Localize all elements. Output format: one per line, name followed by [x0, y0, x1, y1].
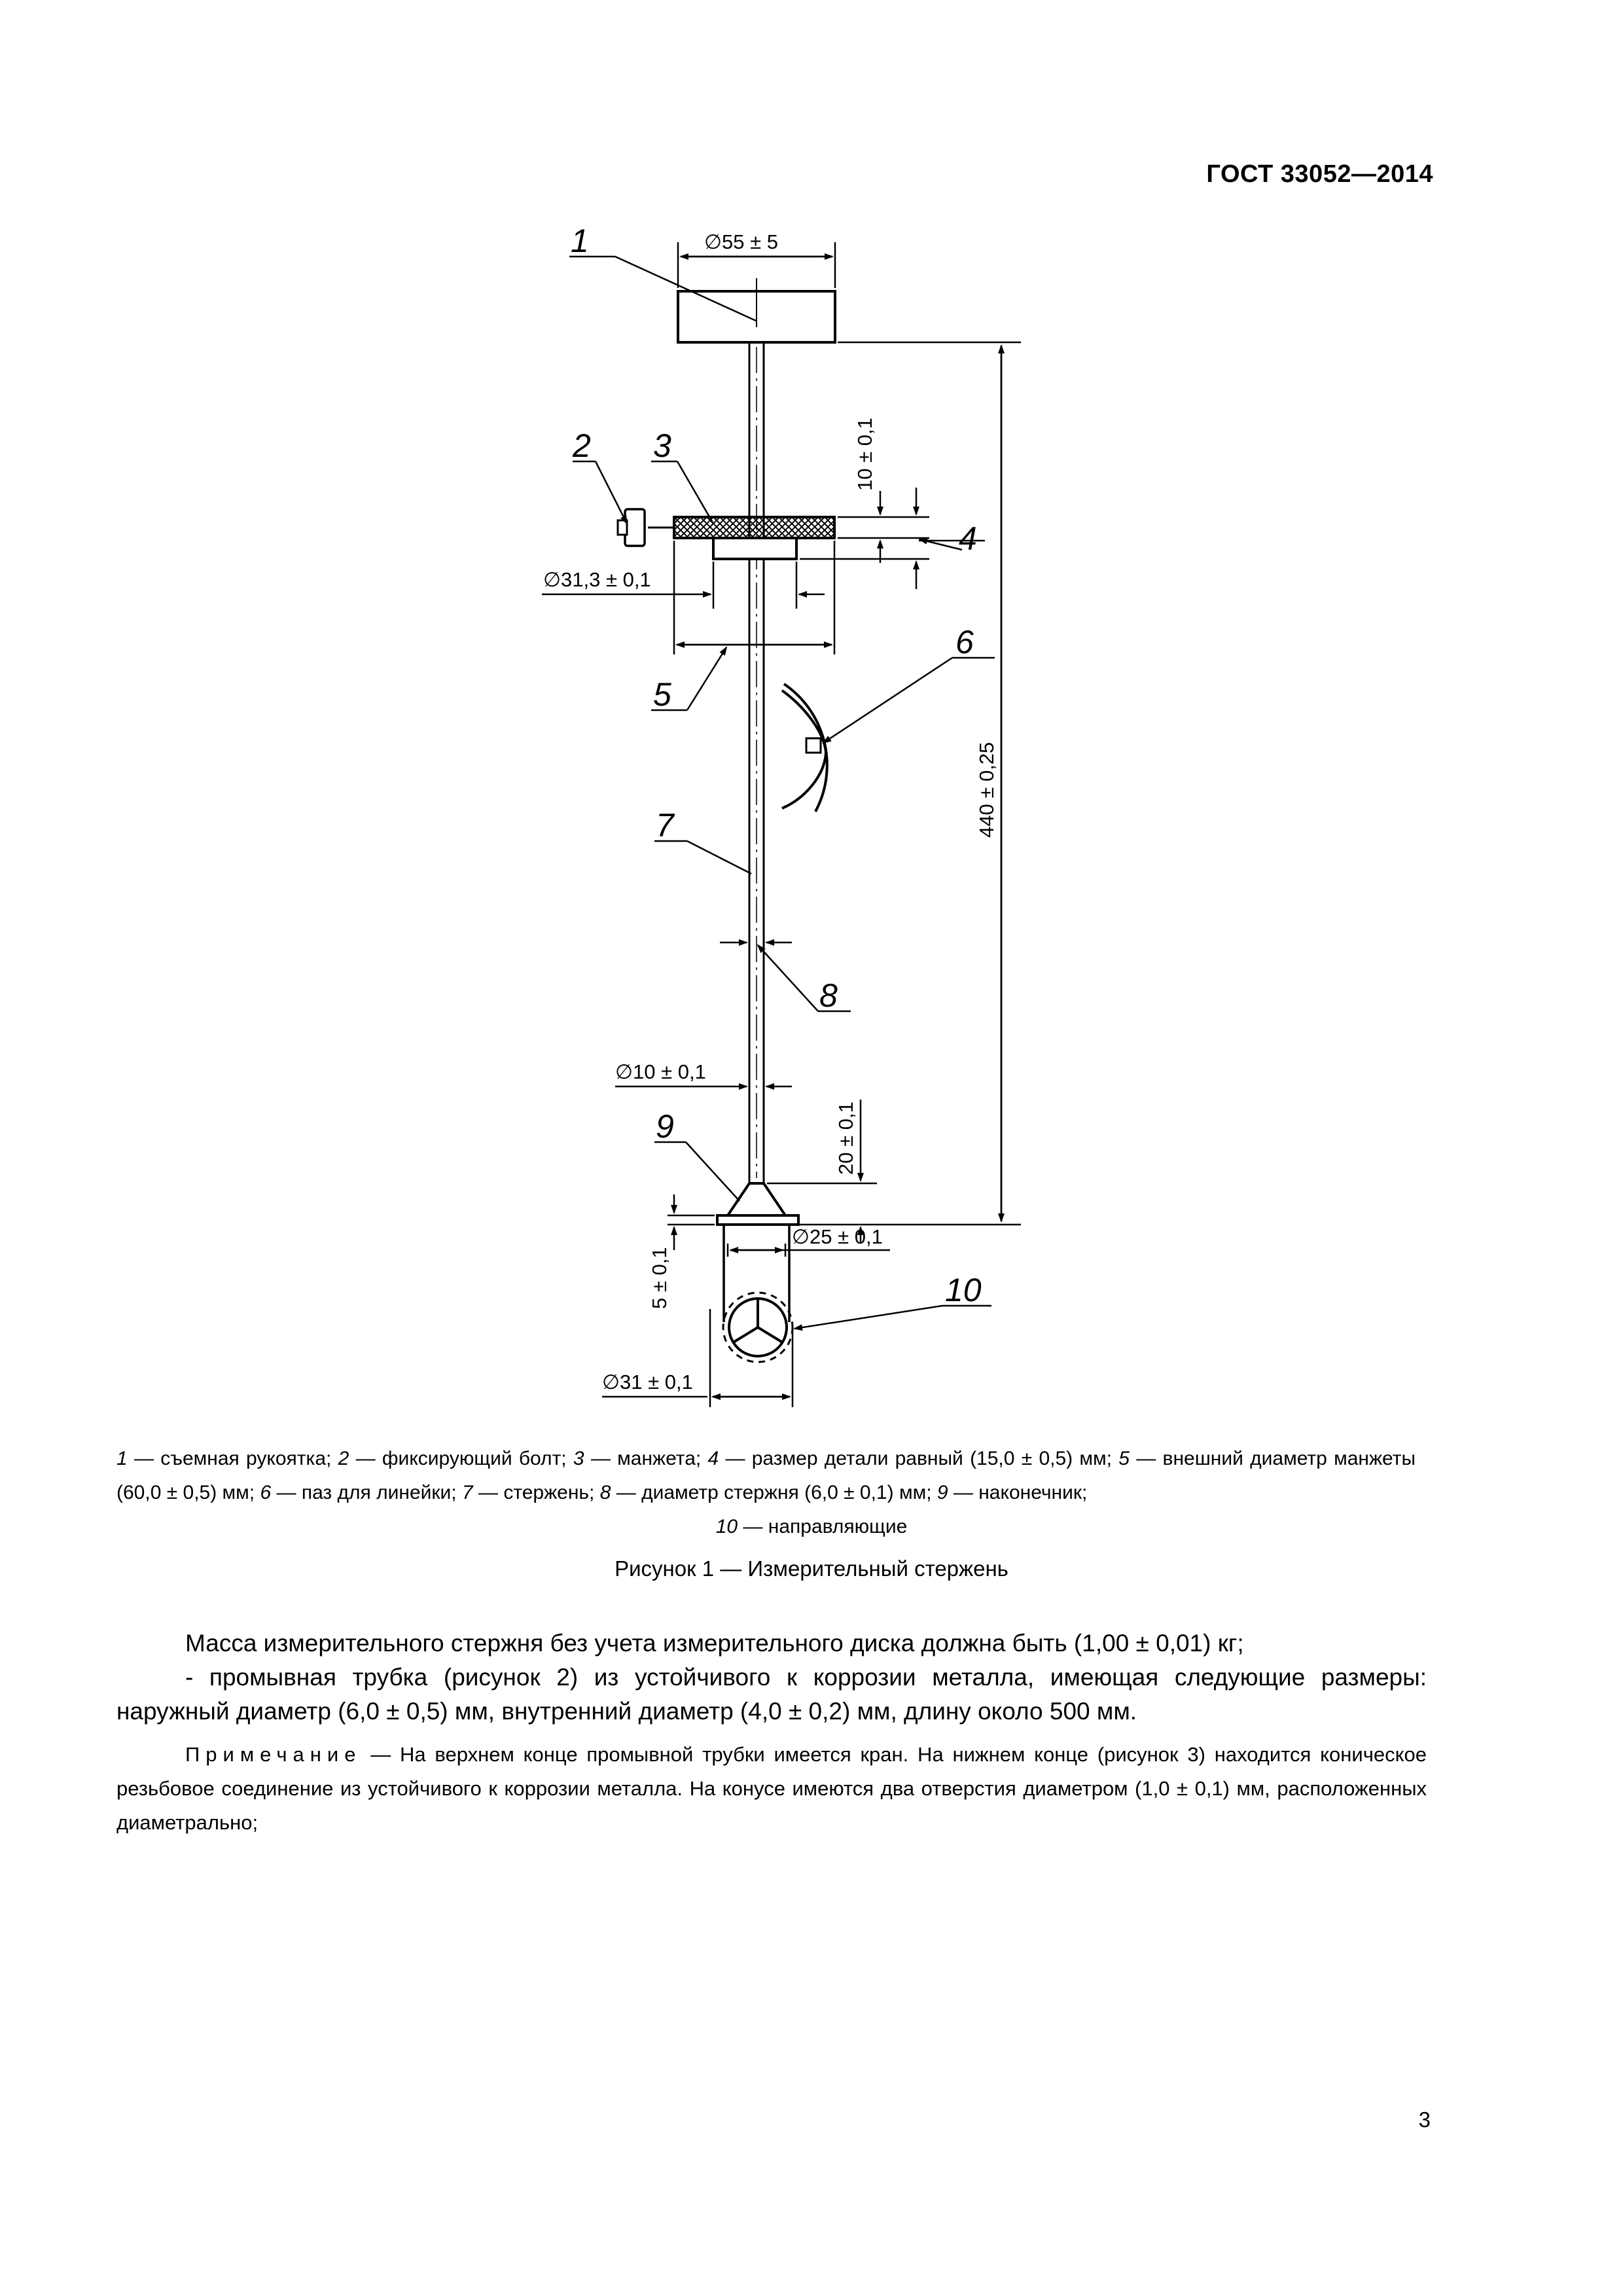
dim-inner-ring-diameter: ∅31,3 ± 0,1 — [543, 568, 651, 591]
page-number: 3 — [1418, 2108, 1431, 2132]
ruler-slot — [782, 681, 830, 818]
note-label: Примечание — [185, 1743, 362, 1766]
dim-tip-cone-height: 20 ± 0,1 — [834, 1102, 857, 1175]
callout-5: 5 — [653, 676, 671, 713]
cuff — [674, 517, 834, 559]
callout-leaders — [569, 257, 995, 1329]
callout-4: 4 — [959, 520, 977, 557]
dimension-lines — [542, 242, 1021, 1407]
callout-9: 9 — [656, 1108, 674, 1145]
fixing-bolt — [618, 509, 674, 546]
figure-legend-last-line: 10 — направляющие — [715, 1516, 908, 1537]
dim-tip-base-height: 5 ± 0,1 — [648, 1247, 671, 1309]
callout-2: 2 — [573, 427, 591, 464]
rod — [749, 342, 764, 1189]
dim-guide-diameter: ∅31 ± 0,1 — [602, 1371, 693, 1393]
note-paragraph — [116, 1738, 1427, 1840]
callout-8: 8 — [819, 977, 838, 1014]
dim-handle-diameter: ∅55 ± 5 — [704, 230, 778, 253]
callout-1: 1 — [571, 223, 589, 259]
callout-3: 3 — [653, 427, 671, 464]
callout-6: 6 — [955, 624, 974, 660]
figure-caption: Рисунок 1 — Измерительный стержень — [615, 1556, 1008, 1581]
note-text: — На верхнем конце промывной трубки имеется кран. На нижнем конце (рисунок 3) находится коническое резьбовое соединение из устойчивого к коррозии металла. На конусе имеются два отверстия диаметром (1,0 ± 0,1) мм, расположенных диаметрально; — [116, 1743, 1427, 1834]
body-paragraph-2: - промывная трубка (рисунок 2) из устойчивого к коррозии металла, имеющая следующие размеры: наружный диаметр (6,0 ± 0,5) мм, внутренний диаметр (4,0 ± 0,2) мм, длину около 500 мм. — [116, 1664, 1427, 1725]
standard-code-header: ГОСТ 33052—2014 — [1206, 160, 1433, 188]
body-paragraph-1: Масса измерительного стержня без учета измерительного диска должна быть (1,00 ± 0,01) кг; — [185, 1630, 1244, 1657]
dim-tip-diameter: ∅25 ± 0,1 — [792, 1225, 883, 1248]
guides — [723, 1293, 793, 1362]
callout-10: 10 — [945, 1272, 982, 1308]
figure-legend: 1 — съемная рукоятка; 2 — фиксирующий болт; 3 — манжета; 4 — размер детали равный (15,0 ± 0,5) мм; 5 — внешний диаметр манжеты (60,0 ± 0,5) мм; 6 — паз для линейки; 7 — стержень; 8 — диаметр стержня (6,0 ± 0,1) мм; 9 — наконечник; — [116, 1448, 1416, 1503]
callout-7: 7 — [656, 807, 674, 844]
dim-rod-diameter: ∅10 ± 0,1 — [615, 1060, 706, 1083]
dim-cuff-height: 10 ± 0,1 — [853, 418, 876, 491]
dim-total-length: 440 ± 0,25 — [975, 742, 998, 838]
removable-handle — [678, 278, 835, 342]
